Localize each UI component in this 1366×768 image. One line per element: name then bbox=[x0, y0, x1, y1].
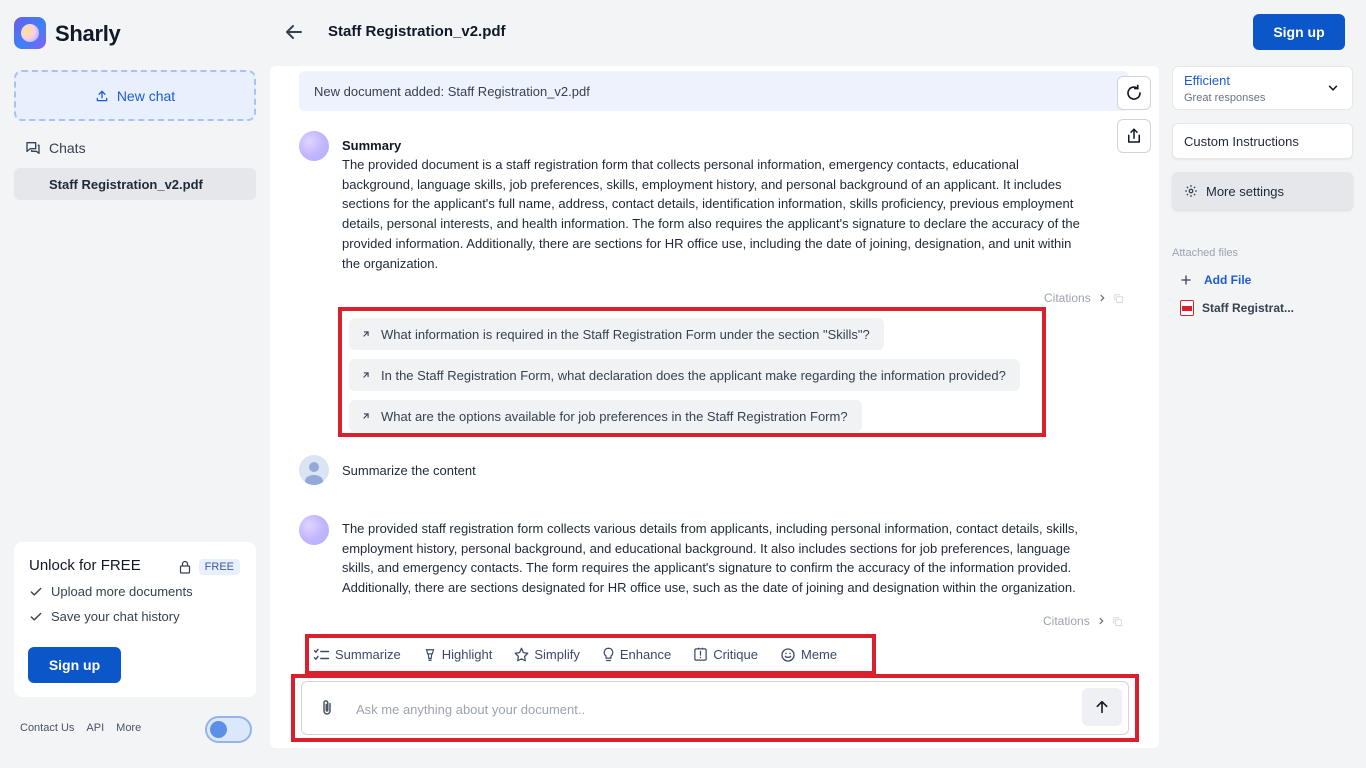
user-avatar bbox=[299, 455, 329, 485]
message-line: The provided document is a staff registration form that collects personal information, emergency contacts, educational bbox=[342, 157, 1019, 172]
suggested-question[interactable] bbox=[349, 400, 862, 432]
sidebar-chat-item[interactable]: Staff Registration_v2.pdf bbox=[14, 168, 256, 200]
smiley-icon bbox=[780, 647, 796, 663]
add-file-label: Add File bbox=[1204, 273, 1252, 287]
plus-icon bbox=[1180, 274, 1192, 286]
unlock-title: Unlock for FREE bbox=[29, 557, 141, 574]
footer-links bbox=[20, 722, 141, 734]
chat-input-container bbox=[301, 681, 1129, 735]
message-line: the organization. bbox=[342, 255, 439, 271]
citations-label: Citations bbox=[1043, 614, 1090, 628]
refresh-icon bbox=[1125, 84, 1143, 102]
copy-icon[interactable] bbox=[1112, 616, 1123, 627]
assistant-message bbox=[342, 155, 1132, 273]
enhance-button[interactable] bbox=[602, 647, 682, 663]
suggested-question-label: What are the options available for job preferences in the Staff Registration Form? bbox=[381, 408, 848, 424]
message-line: Additionally, there are sections designated for HR office use, such as the date of joining and designation within the organization. bbox=[342, 580, 1076, 596]
message-line: The provided staff registration form collects various details from applicants, including personal information, contact details, skills, bbox=[342, 521, 1079, 536]
unlock-feature bbox=[29, 609, 241, 624]
chevron-right-icon bbox=[1097, 293, 1107, 303]
attached-files-label: Attached files bbox=[1172, 247, 1239, 259]
refresh-button[interactable] bbox=[1117, 76, 1151, 110]
unlock-feature-label: Save your chat history bbox=[51, 609, 180, 624]
quick-actions-toolbar bbox=[305, 634, 876, 675]
gear-icon bbox=[1184, 184, 1198, 198]
response-mode-select[interactable] bbox=[1172, 66, 1353, 110]
chat-input[interactable] bbox=[356, 697, 1056, 721]
citations-toggle[interactable] bbox=[1044, 291, 1124, 305]
arrow-up-right-icon bbox=[361, 370, 371, 380]
message-line: skills, and emergency contacts. The form requires the applicant's signature to confirm the accuracy of the information provided. bbox=[342, 560, 1072, 576]
custom-instructions-button[interactable]: Custom Instructions bbox=[1172, 123, 1353, 159]
share-icon bbox=[1125, 127, 1143, 145]
arrow-up-icon bbox=[1094, 699, 1110, 715]
suggested-question[interactable] bbox=[349, 359, 1020, 391]
contact-us-link[interactable]: Contact Us bbox=[20, 722, 75, 734]
simplify-button[interactable] bbox=[514, 647, 591, 662]
app-logo-icon bbox=[14, 17, 46, 49]
upload-icon bbox=[95, 89, 109, 103]
signup-button[interactable]: Sign up bbox=[1253, 14, 1345, 50]
tool-label: Meme bbox=[800, 647, 838, 662]
chevron-right-icon bbox=[1096, 616, 1106, 626]
tool-label: Highlight bbox=[441, 647, 493, 662]
tool-label: Critique bbox=[713, 647, 758, 662]
attached-file-item[interactable] bbox=[1180, 300, 1294, 316]
sparkle-star-icon bbox=[514, 647, 529, 662]
chat-panel bbox=[270, 66, 1159, 748]
unlock-feature bbox=[29, 584, 241, 599]
arrow-up-right-icon bbox=[361, 411, 371, 421]
assistant-message bbox=[342, 519, 1132, 598]
tool-label: Summarize bbox=[335, 647, 401, 662]
tool-label: Simplify bbox=[534, 647, 580, 662]
document-added-notice: New document added: Staff Registration_v2.pdf bbox=[299, 71, 1129, 111]
citations-label: Citations bbox=[1044, 291, 1091, 305]
user-message: Summarize the content bbox=[342, 463, 476, 478]
pdf-file-icon bbox=[1180, 300, 1194, 316]
more-settings-button[interactable] bbox=[1172, 172, 1353, 210]
unlock-feature-label: Upload more documents bbox=[51, 584, 193, 599]
summary-heading: Summary bbox=[342, 138, 402, 153]
tool-label: Enhance bbox=[619, 647, 672, 662]
chat-input-area bbox=[291, 674, 1139, 742]
suggested-questions bbox=[338, 307, 1046, 437]
paperclip-icon[interactable] bbox=[318, 698, 336, 723]
suggested-question-label: What information is required in the Staff Registration Form under the section "Skills"? bbox=[381, 326, 870, 342]
message-line: background, language skills, job preferences, skills, employment history, and personal background of an applicant. It includes bbox=[342, 176, 1062, 192]
chats-section-header bbox=[25, 140, 86, 156]
highlight-button[interactable] bbox=[423, 647, 504, 663]
mode-subtitle: Great responses bbox=[1184, 92, 1266, 104]
message-line: details, personal interests, and health information. The form also requires the applicant's signature to declare the accuracy of the bbox=[342, 216, 1080, 232]
copy-icon[interactable] bbox=[1113, 293, 1124, 304]
unlock-card bbox=[14, 542, 256, 697]
assistant-avatar bbox=[299, 515, 329, 545]
new-chat-button[interactable] bbox=[14, 70, 256, 121]
alert-box-icon bbox=[693, 647, 708, 662]
highlighter-icon bbox=[423, 647, 437, 663]
lock-icon bbox=[179, 560, 191, 574]
document-title: Staff Registration_v2.pdf bbox=[328, 23, 506, 40]
unlock-signup-button[interactable]: Sign up bbox=[28, 647, 121, 683]
chat-bubbles-icon bbox=[25, 140, 41, 156]
critique-button[interactable] bbox=[693, 647, 769, 662]
suggested-question-label: In the Staff Registration Form, what declaration does the applicant make regarding the information provided? bbox=[381, 367, 1006, 383]
app-name: Sharly bbox=[55, 21, 121, 46]
citations-toggle[interactable] bbox=[1043, 614, 1123, 628]
more-settings-label: More settings bbox=[1206, 183, 1285, 199]
more-link[interactable]: More bbox=[116, 722, 142, 734]
chevron-down-icon bbox=[1326, 81, 1340, 95]
api-link[interactable]: API bbox=[86, 722, 105, 734]
check-icon bbox=[29, 610, 43, 624]
list-check-icon bbox=[313, 648, 330, 662]
assistant-avatar bbox=[299, 131, 329, 161]
arrow-up-right-icon bbox=[361, 329, 371, 339]
new-chat-label: New chat bbox=[116, 87, 176, 104]
send-button[interactable] bbox=[1082, 688, 1122, 726]
message-line: sections for the applicant's full name, address, contact details, identification information, skills proficiency, previous employment bbox=[342, 196, 1074, 212]
back-arrow-icon[interactable] bbox=[282, 20, 306, 44]
message-line: employment history, personal background, and educational background. It also includes sections for job preferences, language bbox=[342, 540, 1071, 556]
meme-button[interactable] bbox=[780, 647, 837, 663]
sun-icon bbox=[210, 721, 227, 738]
add-file-button[interactable] bbox=[1180, 273, 1251, 287]
summarize-button[interactable] bbox=[313, 647, 412, 662]
mode-name: Efficient bbox=[1184, 73, 1231, 88]
attached-file-name: Staff Registrat... bbox=[1202, 301, 1295, 315]
share-button[interactable] bbox=[1117, 119, 1151, 153]
message-line: provided information. Additionally, there are sections for HR office use, including the date of joining, designation, and unit within bbox=[342, 235, 1072, 251]
check-icon bbox=[29, 585, 43, 599]
suggested-question[interactable] bbox=[349, 318, 884, 350]
free-badge: FREE bbox=[199, 559, 240, 575]
lightbulb-icon bbox=[602, 647, 615, 663]
theme-toggle[interactable] bbox=[205, 716, 252, 743]
chats-label: Chats bbox=[49, 140, 86, 156]
